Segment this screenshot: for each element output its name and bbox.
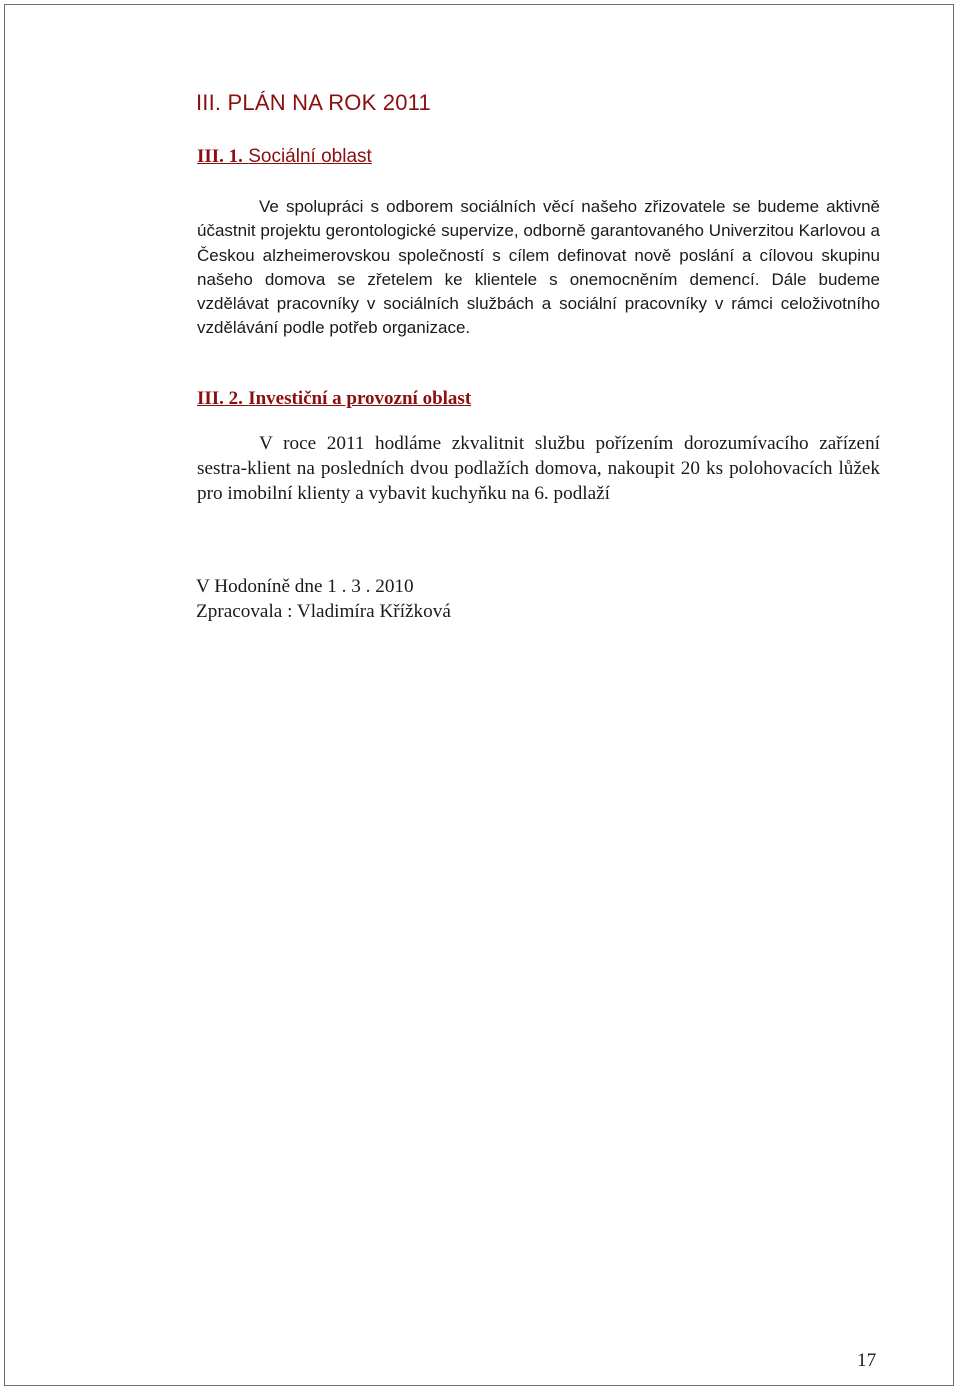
section-2-number: III. 2.: [197, 388, 243, 409]
page-number: 17: [857, 1350, 877, 1371]
prepared-by: Zpracovala : Vladimíra Křížková: [196, 601, 451, 622]
place-and-date: V Hodoníně dne 1 . 3 . 2010: [196, 576, 414, 597]
section-1-number: III. 1.: [197, 146, 243, 167]
section-2-paragraph: [197, 431, 880, 506]
section-2-heading: [197, 388, 471, 410]
section-2-title: Investiční a provozní oblast: [248, 388, 472, 409]
section-1-title: Sociální oblast: [248, 146, 372, 167]
page-title: III. PLÁN NA ROK 2011: [196, 90, 431, 115]
section-2-text: V roce 2011 hodláme zkvalitnit službu pořízením dorozumívacího zařízení sestra-klient na posledních dvou podlažích domova, nakoupit 20 ks polohovacích lůžek pro imobilní klienty a vybavit kuchyňku na 6. podlaží: [197, 433, 880, 504]
section-1-heading: [197, 146, 372, 168]
section-1-text: Ve spolupráci s odborem sociálních věcí našeho zřizovatele se budeme aktivně účastnit projektu gerontologické supervize, odborně garantovaného Univerzitou Karlovou a Českou alzheimerovskou společností s cílem definovat nově poslání a cílovou skupinu našeho domova se zřetelem ke klientele s onemocněním demencí. Dále budeme vzdělávat pracovníky v sociálních službách a sociální pracovníky v rámci celoživotního vzdělávání podle potřeb organizace.: [197, 197, 880, 338]
document-page: [4, 4, 954, 1386]
section-1-paragraph: [197, 195, 880, 341]
